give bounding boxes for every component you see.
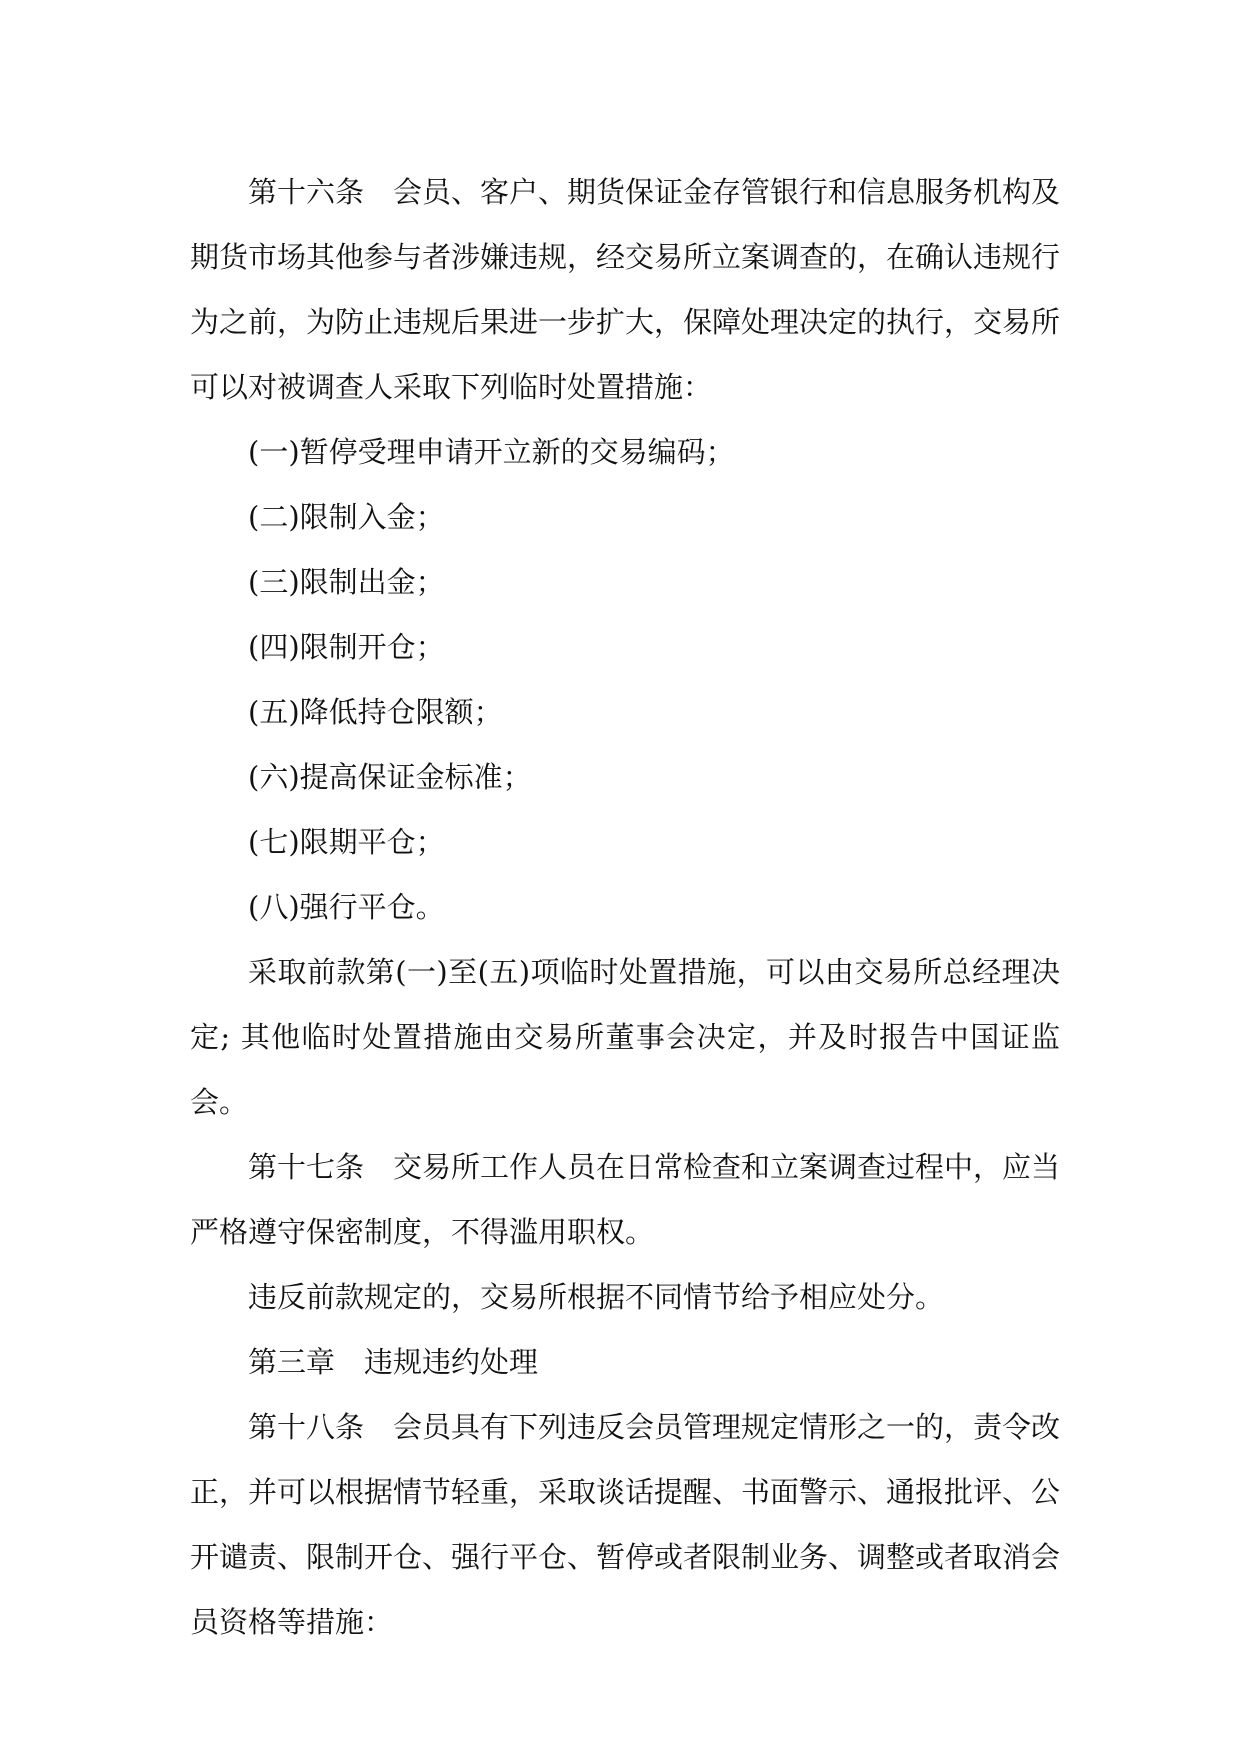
article-16-paragraph: 第十六条 会员、客户、期货保证金存管银行和信息服务机构及期货市场其他参与者涉嫌违规，经交易所立案调查的，在确认违规行为之前，为防止违规后果进一步扩大，保障处理决定的执行，交易所可以对被调查人采取下列临时处置措施：: [190, 175, 1061, 404]
decision-authority-paragraph: 采取前款第(一)至(五)项临时处置措施，可以由交易所总经理决定; 其他临时处置措施由交易所董事会决定，并及时报告中国证监会。: [190, 955, 1060, 1119]
measure-item-3: (三)限制出金；: [248, 565, 445, 599]
measure-item-6: (六)提高保证金标准；: [248, 760, 532, 794]
measure-item-8: (八)强行平仓。: [248, 890, 445, 924]
article-17-paragraph: 第十七条 交易所工作人员在日常检查和立案调查过程中，应当严格遵守保密制度，不得滥用职权。: [190, 1150, 1061, 1249]
measure-item-2: (二)限制入金；: [248, 500, 445, 534]
measure-item-7: (七)限期平仓；: [248, 825, 445, 859]
measure-item-4: (四)限制开仓；: [248, 630, 445, 664]
violation-penalty-paragraph: 违反前款规定的，交易所根据不同情节给予相应处分。: [248, 1280, 945, 1314]
article-18-paragraph: 第十八条 会员具有下列违反会员管理规定情形之一的，责令改正，并可以根据情节轻重，采取谈话提醒、书面警示、通报批评、公开谴责、限制开仓、强行平仓、暂停或者限制业务、调整或者取消会员资格等措施：: [190, 1410, 1061, 1639]
measure-item-1: (一)暂停受理申请开立新的交易编码；: [248, 435, 735, 469]
document-page: [190, 160, 1060, 1655]
measure-item-5: (五)降低持仓限额；: [248, 695, 503, 729]
chapter-3-heading: 第三章 违规违约处理: [248, 1345, 539, 1379]
